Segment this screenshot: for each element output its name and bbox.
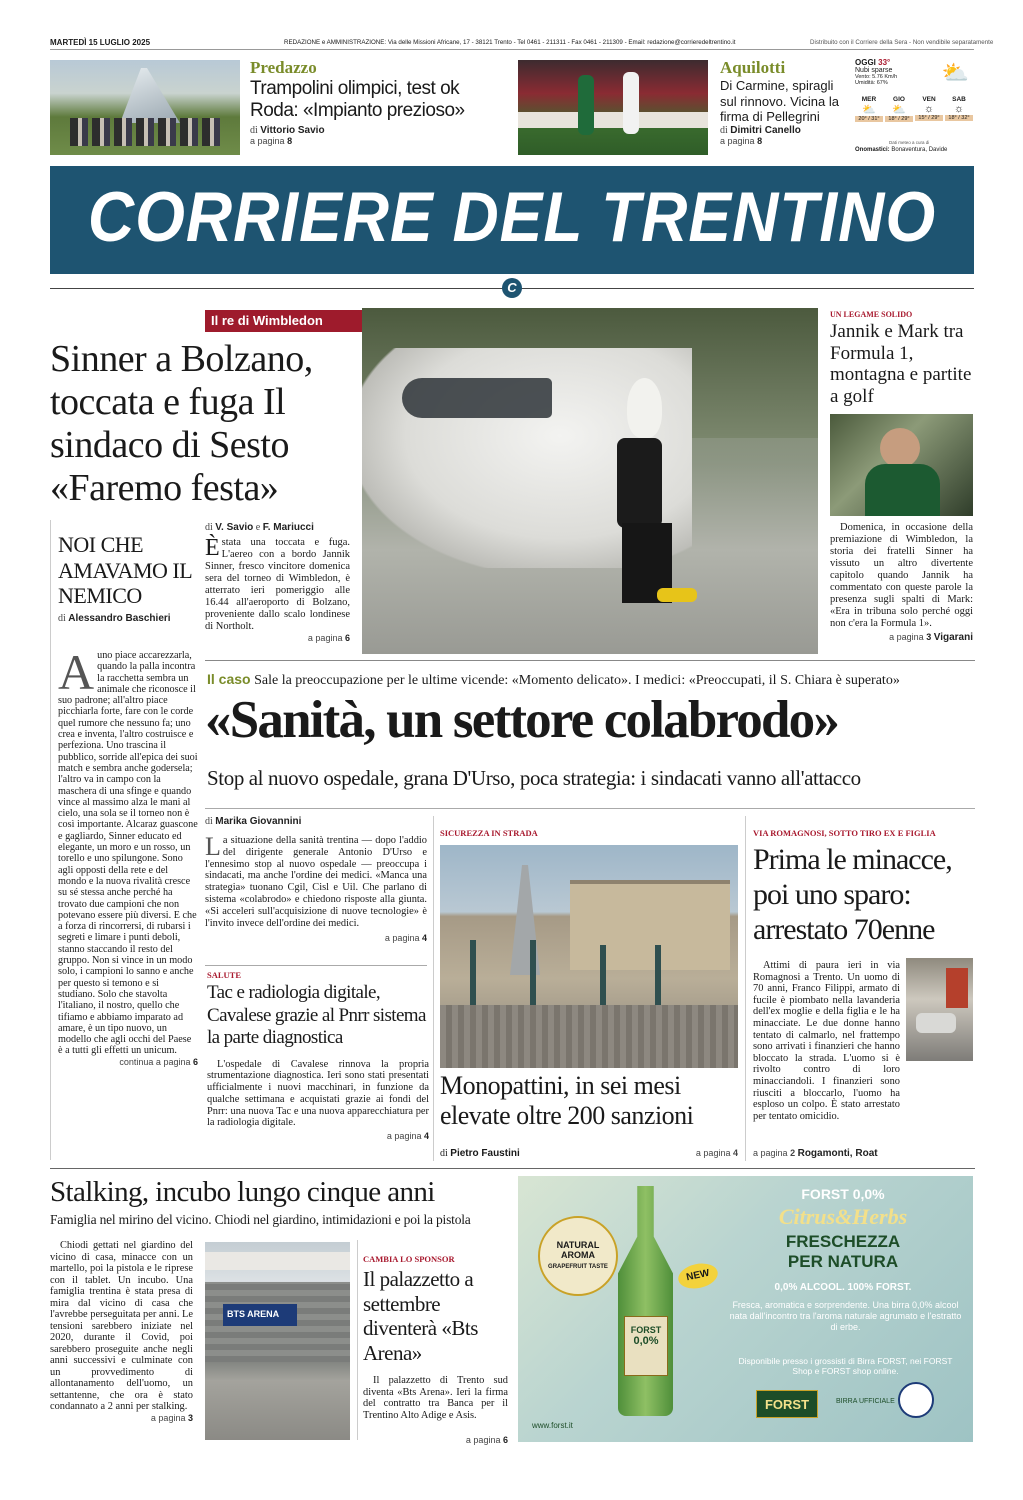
onomastici-label: Onomastici: (855, 147, 890, 153)
main-headline[interactable]: Sinner a Bolzano, toccata e fuga Il sindaco di Sesto «Faremo festa» (50, 338, 313, 509)
predazzo-photo (50, 60, 240, 155)
partly-cloudy-icon: ⛅ (892, 104, 906, 116)
sinner-brothers-photo (830, 414, 973, 516)
ad-partner: BIRRA UFFICIALE (836, 1398, 895, 1405)
natural-aroma-seal: NATURAL AROMA GRAPEFRUIT TASTE (538, 1216, 618, 1296)
onomastici-names: Bonaventura, Davide (891, 147, 948, 153)
teaser-title: Trampolini olimpici, test ok Roda: «Impianto prezioso» (250, 78, 465, 121)
sanita-article: di Marika Giovannini La situazione della sanità trentina — dopo l'addio del dirigente generale Antonio D'Urso e l'ennesimo stop al nuovo ospedale — preoccupa i sindacati, ma anche l'ordine dei medici. «Manca una strategia» tuonano Cgil, Cisl e Uil. Che parlano di sistema «colabrodo» e chiedono risposte alla giunta. «Si acceleri sull'acquisizione di nuove tecnologie» è l'invito invece dell'ordine dei medici. a pagina 4 (205, 816, 427, 944)
monopattini-title[interactable]: Monopattini, in sei mesi elevate oltre 200 sanzioni (440, 1071, 694, 1130)
romagnosi-title: Prima le minacce, poi uno sparo: arrestato 70enne (753, 843, 952, 946)
salute-title: Tac e radiologia digitale, Cavalese grazie al Pnrr sistema la parte diagnostica (207, 982, 426, 1048)
sanita-kicker: Il caso Sale la preoccupazione per le ultime vicende: «Momento delicato». I medici: «Preoccupati, il S. Chiara è superato» (207, 671, 900, 688)
weather-humidity: Umidità: 67% (855, 80, 888, 86)
side-story[interactable] (830, 310, 975, 407)
ad-line: Disponibile presso i grossisti di Birra FORST, nei FORST Shop e FORST shop online. (738, 1356, 953, 1376)
romagnosi-article (753, 960, 900, 1122)
article-body: Il palazzetto di Trento sud diventa «Bts Arena». Ieri la firma del contratto tra Banca per il Trentino Alto Adige e Asis. (363, 1375, 508, 1421)
page-number: 8 (287, 136, 293, 146)
fisi-logo (898, 1382, 934, 1418)
romagnosi-photo (906, 958, 973, 1061)
editorial-text: Auno piace accarezzarla, quando la palla incontra la racchetta sembra un animale che riconosce il suo padrone; all'altro piace picchiarla forte, fare con le corde quel rumore che nessuno fa; uno crea e inventa, l'altro costruisce e perfeziona. Uno trascina il pubblico, sorride all'epica dei suoi match e sembra anche godersela; l'altro va in campo con la maschera di una sfinge e quando vince al massimo alza le mani al cielo, una sola se il torneo non è così importante. Alcaraz guascone e gagliardo, Sinner educato ed elegante, un moro e un rosso, un torello e uno spilungone. Sono agli opposti della rete e del mondo e la nuova rivalità cresce su sé stessa anche perché ha trovato due campioni che non potevano essere più diversi. E che a forza di rincorrersi, di rubarsi i segreti e limare i punti deboli, stanno staccando il resto del gruppo. Non si vince in un modo solo, i campioni lo sanno e anche per questo si temono e si studiano. Solo che stavolta l'italiano, il nostro, quello che tifiamo e abbiamo imparato ad amare, è un tipo nuovo, un modello che agli occhi del Paese è a tutti gli effetti un unicum. continua a pagina 6 (58, 644, 198, 1067)
monopattini-kicker: SICUREZZA IN STRADA (440, 828, 538, 838)
column-rule (745, 816, 746, 1161)
side-kicker: UN LEGAME SOLIDO (830, 310, 913, 319)
forecast-day: GIO ⛅ 18° / 29° (885, 96, 913, 122)
page-number: 6 (344, 633, 350, 643)
teaser-title: Di Carmine, spiragli sul rinnovo. Vicina la firma di Pellegrini (720, 78, 839, 124)
forecast-day: SAB ☼ 18° / 32° (945, 96, 973, 122)
article-body: L'ospedale di Cavalese rinnova la propria strumentazione diagnostica. Ieri sono stati presentati ufficialmente i nuovi macchinari, in funzione da qualche settimana e acquistati grazie ai fondi del Pnrr: una nuova Tac e una nuova apparecchiatura per la radiologia digitale. (207, 1058, 429, 1129)
article-body: stata una toccata e fuga. L'aereo con a bordo Jannik Sinner, fresco vincitore domenica sera del torneo di Wimbledon, è atterrato ieri pomeriggio alle 16.44 all'aeroporto di Bolzano, proveniente dallo scalo londinese di Northolt. (205, 537, 350, 632)
weather-forecast (855, 96, 973, 122)
article-body: Domenica, in occasione della premiazione di Wimbledon, la storia dei fratelli Sinner ha vissuto un altro divertente capitolo quando Jannik ha commentato con queste parole la presenza sugli spalti di Mark: «Era in tribuna solo perché oggi non c'era la Formula 1». (830, 522, 973, 629)
weather-today-temp: 33° (878, 58, 891, 67)
sinner-plane-photo (362, 308, 818, 654)
ad-line: FORST 0,0% (801, 1186, 885, 1202)
ad-line: Fresca, aromatica e sorprendente. Una birra 0,0% alcool nata dall'incontro tra l'aroma naturale agrumato e l'estratto di erbe. (729, 1300, 962, 1332)
author: Alessandro Baschieri (68, 612, 171, 624)
author: Marika Giovannini (215, 816, 302, 827)
palazzetto-title: Il palazzetto a settembre diventerà «Bts Arena» (363, 1267, 478, 1365)
author: Pietro Faustini (450, 1148, 520, 1159)
side-article: Domenica, in occasione della premiazione di Wimbledon, la storia dei fratelli Sinner ha vissuto un altro divertente capitolo quando Jannik ha commentato con queste parole la presenza sugli spalti di Mark: «Era in tribuna solo perché oggi non c'era la Formula 1». a pagina 3 Vigarani (830, 522, 973, 643)
section-tag: Il re di Wimbledon (205, 310, 427, 332)
section-rule (205, 808, 975, 809)
monopattini-photo (440, 845, 738, 1068)
teaser-kicker: Aquilotti (720, 58, 786, 77)
by-label: di (720, 124, 728, 136)
redazione-address: REDAZIONE e AMMINISTRAZIONE: Via delle Missioni Africane, 17 - 38121 Trento - Tel 0461 - 211311 - Fax 0461 - 211309 - Email: redazione@corrieredeltrentino.it (284, 39, 736, 46)
weather-wind: Vento: 5.76 Km/h (855, 74, 898, 80)
drop-cap: È (205, 535, 220, 561)
sanita-headline[interactable]: «Sanità, un settore colabrodo» (205, 691, 839, 749)
section-rule (205, 965, 427, 966)
section-rule (50, 1168, 975, 1169)
page-number: 8 (757, 135, 763, 146)
side-title: Jannik e Mark tra Formula 1, montagna e partite a golf (830, 321, 972, 407)
column-rule (357, 1240, 358, 1440)
romagnosi-story[interactable] (753, 828, 975, 947)
teaser-aquilotti[interactable] (720, 58, 845, 146)
page-label: a pagina (720, 135, 755, 146)
palazzetto-story[interactable]: CAMBIA LO SPONSOR Il palazzetto a settembre diventerà «Bts Arena» Il palazzetto di Trento sud diventa «Bts Arena». Ieri la firma del contratto tra Banca per il Trentino Alto Adige e Asis. a pagina 6 (363, 1254, 508, 1446)
stalking-title[interactable]: Stalking, incubo lungo cinque anni (50, 1176, 435, 1208)
distribution-note: Distribuito con il Corriere della Sera - Non vendibile separatamente (810, 39, 994, 46)
partly-cloudy-icon: ⛅ (941, 60, 969, 85)
issue-date: MARTEDÌ 15 LUGLIO 2025 (50, 38, 151, 47)
forst-logo: FORST (756, 1390, 818, 1418)
romagnosi-ref: a pagina 2 Rogamonti, Roat (753, 1148, 878, 1159)
sanita-subhead: Stop al nuovo ospedale, grana D'Urso, poca strategia: i sindacati vanno all'attacco (207, 766, 861, 790)
ad-line: 0,0% ALCOOL. 100% FORST. (774, 1282, 912, 1293)
bts-arena-sign: BTS ARENA (223, 1304, 297, 1326)
masthead (50, 166, 974, 274)
teaser-kicker: Predazzo (250, 58, 317, 77)
section-rule (205, 660, 975, 661)
bts-arena-photo (205, 1242, 350, 1440)
by-label: di (250, 125, 258, 136)
page-label: a pagina (250, 136, 285, 146)
ad-url[interactable]: www.forst.it (532, 1421, 573, 1430)
article-body: Attimi di paura ieri in via Romagnosi a Trento. Un uomo di 70 anni, Franco Filippi, armato di fucile è piombato nella lavanderia dell'ex moglie e della figlia e le ha minacciate. Le due donne hanno tentato di calmarlo, nel frattempo sono arrivati i finanzieri che hanno bloccato la strada. L'uomo si è rivolto contro di loro minacciandoli. I finanzieri sono riusciti a bloccarlo, l'uomo ha esploso un colpo. È stato arrestato per tentato omicidio. (753, 960, 900, 1122)
salute-kicker: SALUTE (207, 970, 242, 980)
new-badge: NEW (676, 1260, 720, 1292)
author: Vigarani (933, 632, 973, 643)
author: F. Mariucci (262, 522, 314, 533)
palazzetto-kicker: CAMBIA LO SPONSOR (363, 1254, 455, 1264)
bottle-label: FORST 0,0% (624, 1316, 668, 1376)
salute-story[interactable]: SALUTE Tac e radiologia digitale, Cavalese grazie al Pnrr sistema la parte diagnostica L'ospedale di Cavalese rinnova la propria strumentazione diagnostica. Ieri sono stati presentati ufficialmente i nuovi macchinari, in funzione da qualche settimana e acquistati grazie ai fondi del Pnrr: una nuova Tac e una nuova apparecchiatura per la radiologia digitale. a pagina 4 (207, 970, 429, 1142)
ad-line: PER NATURA (787, 1252, 899, 1271)
forst-advertisement[interactable] (518, 1176, 973, 1442)
weather-today-label: OGGI (855, 58, 876, 67)
drop-cap: L (205, 832, 221, 861)
aquilotti-photo (518, 60, 708, 155)
ad-line: FRESCHEZZA (785, 1232, 901, 1251)
beer-bottle (618, 1186, 673, 1416)
monopattini-byline: di Pietro Faustini a pagina 4 (440, 1148, 738, 1159)
forecast-day: VEN ☼ 15° / 29° (915, 96, 943, 122)
editorial[interactable]: NOI CHE AMAVAMO IL NEMICO di Alessandro Baschieri (58, 532, 198, 624)
teaser-author: Vittorio Savio (260, 125, 325, 136)
article-body: uno piace accarezzarla, quando la palla incontra la racchetta sembra un animale che riconosce il suo padrone; all'altro piace picchiarla forte, fare con le corde quel rumore che nessuno fa; uno crea e inventa, l'altro costruisce e perfeziona. Uno trascina il pubblico, sorride all'epica dei suoi match e sembra anche godersela; l'altro va in campo con la maschera di una sfinge e quando vince al massimo alza le mani al cielo, una sola se il torneo non è così importante. Alcaraz guascone e gagliardo, Sinner educato ed elegante, un moro e un rosso, un torello e uno spilungone. Sono agli opposti della rete e del mondo e la nuova rivalità cresce su sé stessa anche perché ha trovato due campioni che non potevano essere più diversi. E che a forza di rincorrersi, di rubarsi i segreti e limare i punti deboli, stanno staccando il resto del gruppo. Non si vince in un modo solo, i campioni lo sanno e anche per questo si temono e si studiano. Solo che stavolta l'italiano, il nostro, quello che tifiamo e abbiamo imparato ad amare, è un tipo nuovo, un modello che agli occhi del Paese è a tutti gli effetti un unicum. (58, 650, 198, 1057)
romagnosi-kicker: VIA ROMAGNOSI, SOTTO TIRO EX E FIGLIA (753, 828, 936, 838)
teaser-author: Dimitri Canello (730, 124, 801, 136)
article-body: Chiodi gettati nel giardino del vicino di casa, minacce con un martello, poi la pistola e le riprese con il tablet. Un incubo. Una famiglia trentina è stata presa di mira dal vicino di casa che l'avrebbe perseguitata per anni. Le tensioni sarebbero iniziate nel 2020, durante il Covid, poi sarebbero proseguite anche negli anni successivi e culminate con un provvedimento di allontanamento dell'uomo, un settantenne, che ora è stato condannato a 2 anni per stalking. (50, 1240, 193, 1412)
ad-line: Citrus&Herbs (778, 1204, 908, 1229)
forecast-day: MER ⛅ 20° / 31° (855, 96, 883, 122)
teaser-predazzo[interactable] (250, 58, 505, 146)
logo-icon: C (502, 278, 522, 298)
masthead-title: CORRIERE DEL TRENTINO (87, 177, 937, 257)
sun-icon: ☼ (923, 103, 935, 115)
weather-desc: Nubi sparse (855, 67, 893, 74)
stalking-subhead: Famiglia nel mirino del vicino. Chiodi nel giardino, intimidazioni e poi la pistola (50, 1212, 471, 1227)
stalking-article: Chiodi gettati nel giardino del vicino di casa, minacce con un martello, poi la pistola e le riprese con il tablet. Un incubo. Una famiglia trentina è stata presa di mira dal vicino di casa che l'avrebbe perseguitata per anni. Le tensioni sarebbero iniziate nel 2020, durante il Covid, poi sarebbero proseguite anche negli anni successivi e culminate con un provvedimento di allontanamento dell'uomo, un settantenne, che ora è stato condannato a 2 anni per stalking. a pagina 3 (50, 1240, 193, 1423)
author: V. Savio (215, 522, 254, 533)
article-body: a situazione della sanità trentina — dopo l'addio del dirigente generale Antonio D'Urso e l'ennesimo stop al nuovo ospedale — preoccupa i sindacati, ma anche l'ordine dei medici. «Manca una strategia» tuonano Cgil, Cisl e Uil. Che parlano di sistema «colabrodo» e chiedono risposte alla giunta. «Si acceleri sull'acquisizione di nuove tecnologie» è l'invito invece dell'ordine dei medici. (205, 835, 427, 929)
sun-icon: ☼ (953, 103, 965, 115)
partly-cloudy-icon: ⛅ (862, 104, 876, 116)
column-rule (433, 816, 434, 1161)
top-bar (50, 38, 994, 50)
drop-cap: A (58, 644, 95, 700)
main-article: di V. Savio e F. Mariucci Èstata una toccata e fuga. L'aereo con a bordo Jannik Sinner, fresco vincitore domenica sera del torneo di Wimbledon, è atterrato ieri pomeriggio alle 16.44 all'aeroporto di Bolzano, proveniente dallo scalo londinese di Northolt. a pagina 6 (205, 522, 350, 643)
author: Rogamonti, Roat (797, 1148, 878, 1159)
editorial-title: NOI CHE AMAVAMO IL NEMICO (58, 532, 192, 608)
weather-box (855, 58, 973, 155)
weather-source: Dati meteo a cura di (889, 140, 930, 145)
column-rule (50, 520, 51, 1160)
